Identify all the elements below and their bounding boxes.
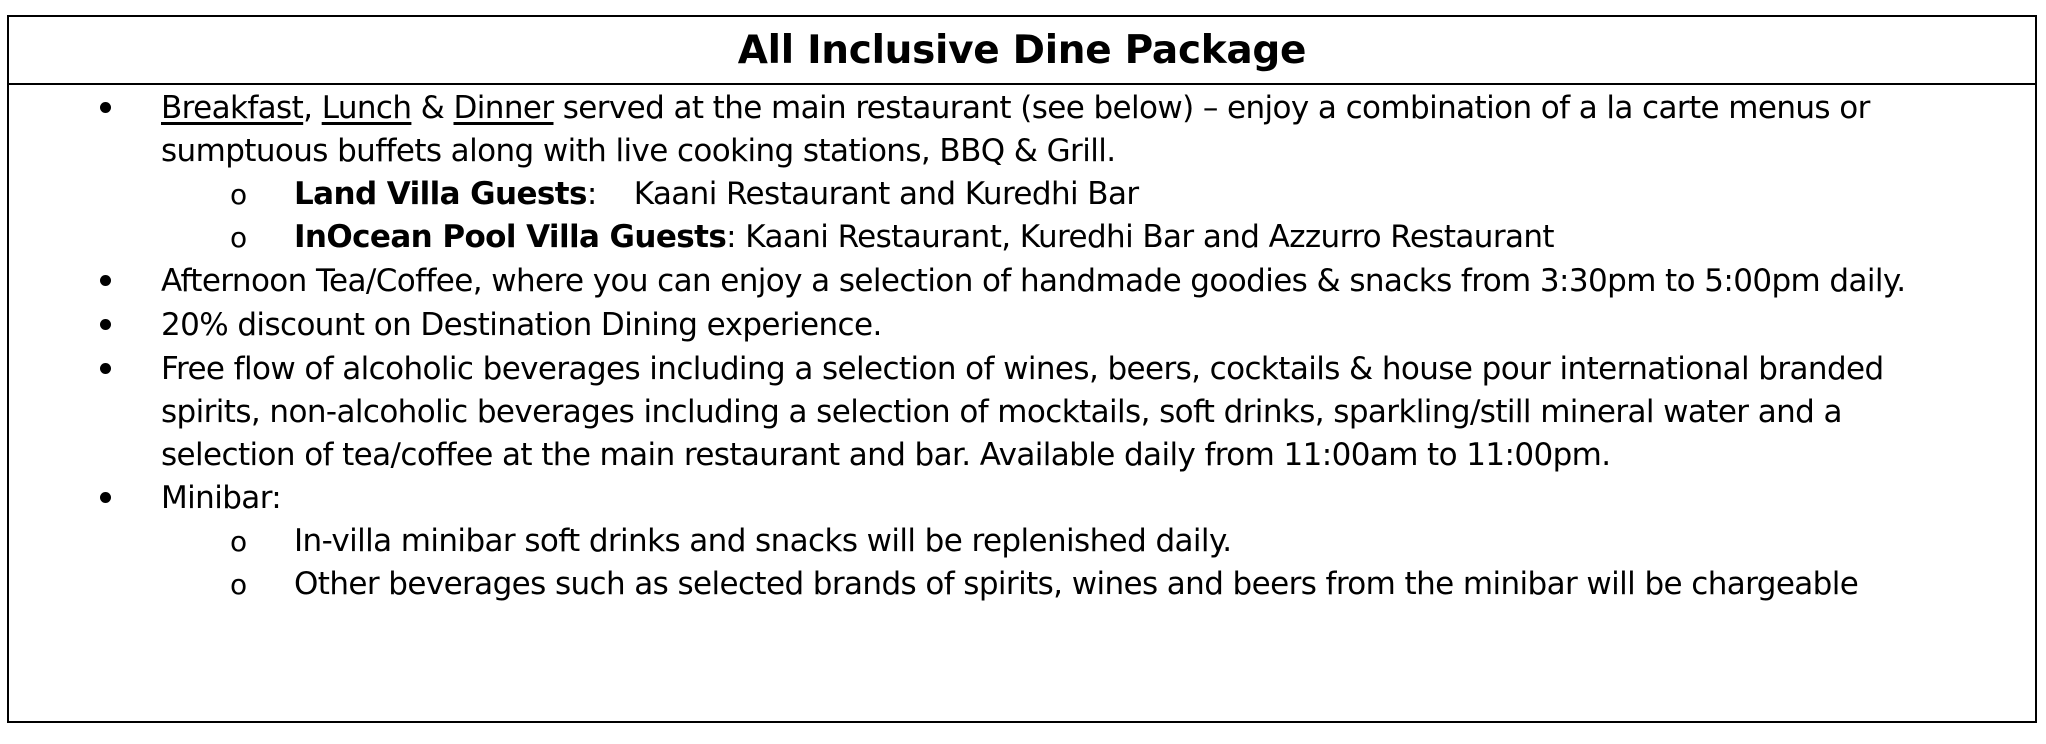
package-table — [7, 15, 2037, 723]
bullet-icon — [95, 348, 115, 391]
circle-bullet-icon: o — [230, 568, 247, 601]
sub-item-minibar-chargeable — [9, 563, 2035, 606]
list-item-continuation — [9, 434, 2035, 477]
guest-venues: Kaani Restaurant, Kuredhi Bar and Azzurro Restaurant — [736, 219, 1554, 255]
list-item-text: Free flow of alcoholic beverages including a selection of wines, beers, cocktails & house pour international branded — [161, 351, 1884, 387]
sub-item-inocean-villa — [9, 216, 2035, 259]
separator: , — [303, 90, 322, 126]
separator: & — [411, 90, 454, 126]
bullet-icon — [95, 477, 115, 520]
list-item-discount — [9, 304, 2035, 347]
sub-item-text — [294, 173, 1139, 216]
sub-item-land-villa — [9, 173, 2035, 216]
colon: : — [586, 176, 597, 212]
guest-type-label: InOcean Pool Villa Guests — [294, 219, 727, 255]
sub-item-text: In-villa minibar soft drinks and snacks will be replenished daily. — [294, 523, 1232, 559]
meals-description-cont: sumptuous buffets along with live cooking stations, BBQ & Grill. — [161, 133, 1116, 169]
list-item-minibar — [9, 477, 2035, 520]
colon: : — [726, 219, 737, 255]
sub-item-text — [294, 216, 1554, 259]
circle-bullet-icon: o — [230, 525, 247, 558]
dinner-text: Dinner — [453, 90, 554, 126]
title-cell — [9, 17, 2035, 85]
sub-item-text: Other beverages such as selected brands of spirits, wines and beers from the minibar will be chargeable — [294, 566, 1859, 602]
bullet-icon — [95, 87, 115, 130]
package-title: All Inclusive Dine Package — [737, 27, 1307, 73]
sub-item-minibar-replenish — [9, 520, 2035, 563]
list-item-continuation — [9, 130, 2035, 173]
meals-description: served at the main restaurant (see below) – enjoy a combination of a la carte menus or — [553, 90, 1870, 126]
list-item-continuation — [9, 391, 2035, 434]
guest-venues: Kaani Restaurant and Kuredhi Bar — [596, 176, 1139, 212]
bullet-icon — [95, 304, 115, 347]
list-item-beverages — [9, 348, 2035, 391]
bullet-icon — [95, 260, 115, 303]
list-item-afternoon-tea — [9, 260, 2035, 303]
list-item-text: selection of tea/coffee at the main restaurant and bar. Available daily from 11:00am to 11:00pm. — [161, 437, 1611, 473]
list-item-text: Afternoon Tea/Coffee, where you can enjoy a selection of handmade goodies & snacks from 3:30pm to 5:00pm daily. — [161, 263, 1906, 299]
lunch-text: Lunch — [321, 90, 412, 126]
guest-type-label: Land Villa Guests — [294, 176, 587, 212]
circle-bullet-icon: o — [230, 178, 247, 211]
list-item-text: Minibar: — [161, 480, 282, 516]
list-item-text: 20% discount on Destination Dining experience. — [161, 307, 882, 343]
list-item-text — [161, 87, 1870, 130]
list-item-meals — [9, 87, 2035, 130]
list-item-text: spirits, non-alcoholic beverages including a selection of mocktails, soft drinks, sparkling/still mineral water and a — [161, 394, 1842, 430]
breakfast-text: Breakfast — [161, 90, 304, 126]
circle-bullet-icon: o — [230, 221, 247, 254]
